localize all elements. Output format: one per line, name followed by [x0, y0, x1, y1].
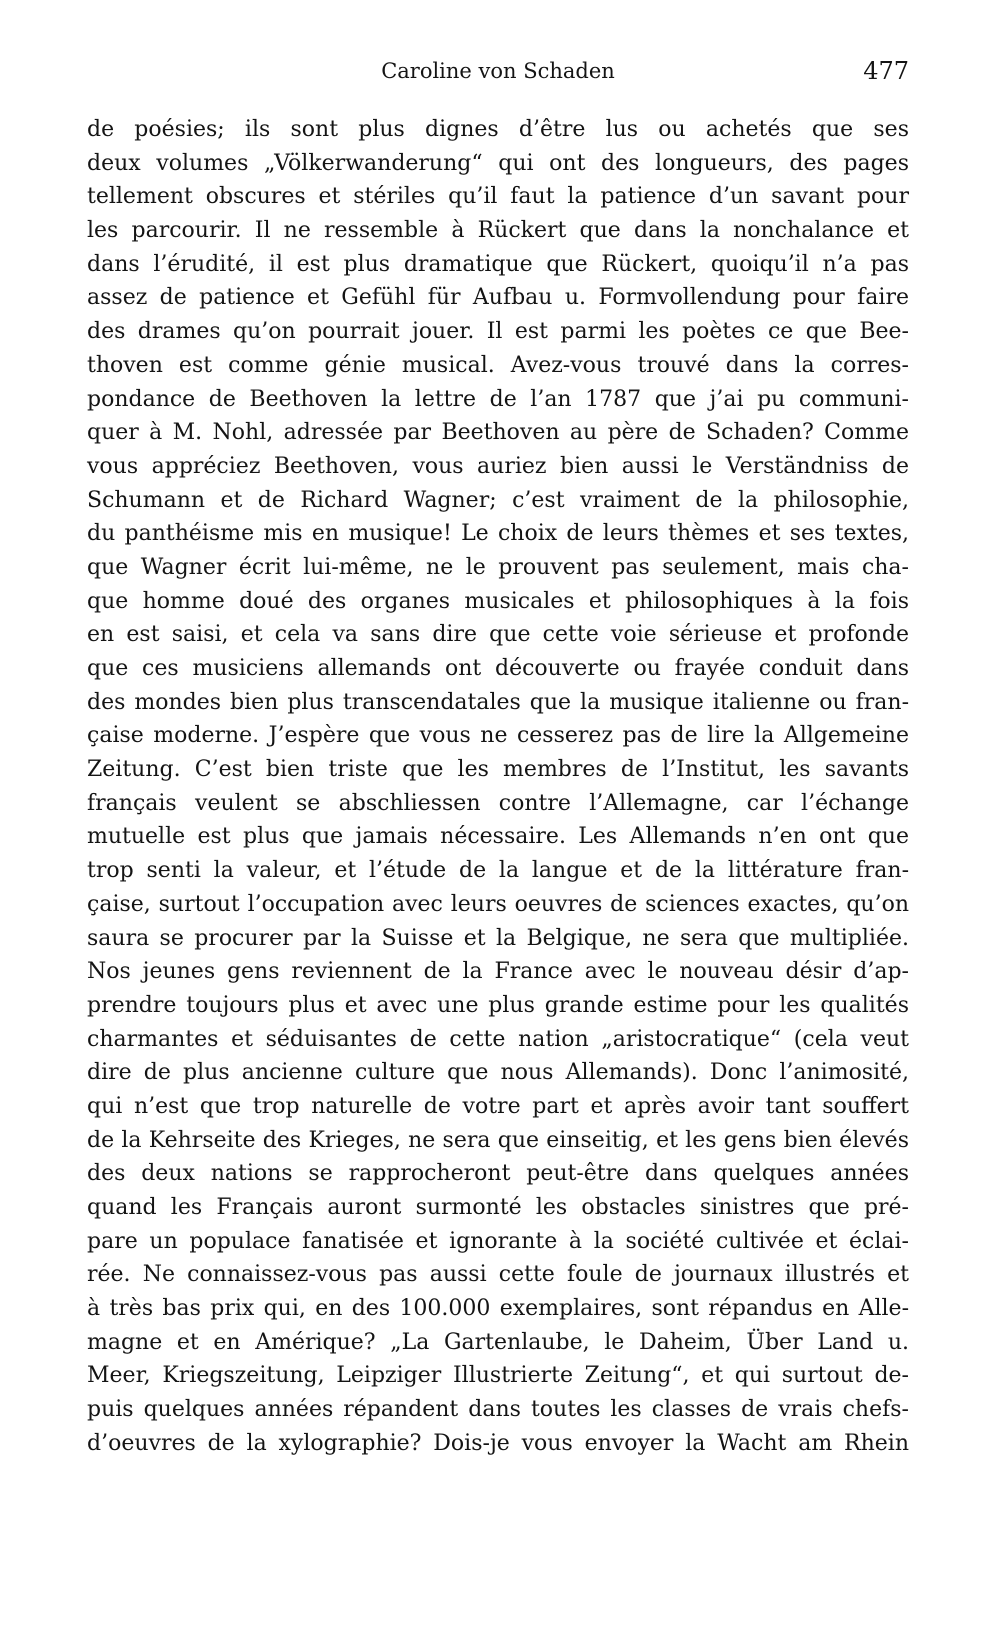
text-line-11: vous appréciez Beethoven, vous auriez bien aussi le Verständniss de	[87, 453, 909, 479]
text-line-23: trop senti la valeur, et l’étude de la langue et de la littérature fran-	[87, 858, 909, 884]
text-line-31: de la Kehrseite des Krieges, ne sera que einseitig, et les gens bien élevés	[87, 1127, 909, 1153]
text-line-5: dans l’érudité, il est plus dramatique que Rückert, quoiqu’il n’a pas	[87, 251, 909, 277]
text-line-38: Meer, Kriegszeitung, Leipziger Illustrierte Zeitung“, et qui surtout de-	[87, 1363, 909, 1389]
text-line-4: les parcourir. Il ne ressemble à Rückert que dans la nonchalance et	[87, 218, 909, 244]
page-number: 477	[863, 57, 909, 85]
text-line-28: charmantes et séduisantes de cette nation „aristocratique“ (cela veut	[87, 1026, 909, 1052]
running-title: Caroline von Schaden	[381, 59, 615, 83]
text-line-27: prendre toujours plus et avec une plus grande estime pour les qualités	[87, 992, 909, 1018]
text-line-20: Zeitung. C’est bien triste que les membres de l’Institut, les savants	[87, 757, 909, 783]
text-line-40: d’oeuvres de la xylographie? Dois-je vous envoyer la Wacht am Rhein	[87, 1430, 909, 1456]
running-head	[87, 54, 909, 88]
text-line-34: pare un populace fanatisée et ignorante à la société cultivée et éclai-	[87, 1228, 909, 1254]
text-line-15: que homme doué des organes musicales et philosophiques à la fois	[87, 588, 909, 614]
text-line-8: thoven est comme génie musical. Avez-vous trouvé dans la corres-	[87, 352, 909, 378]
text-line-36: à très bas prix qui, en des 100.000 exemplaires, sont répandus en Alle-	[87, 1296, 909, 1322]
text-line-33: quand les Français auront surmonté les obstacles sinistres que pré-	[87, 1195, 909, 1220]
text-line-29: dire de plus ancienne culture que nous Allemands). Donc l’animosité,	[87, 1060, 909, 1086]
text-line-18: des mondes bien plus transcendatales que la musique italienne ou fran-	[87, 689, 909, 715]
text-line-26: Nos jeunes gens reviennent de la France avec le nouveau désir d’ap-	[87, 959, 909, 985]
text-line-3: tellement obscures et stériles qu’il faut la patience d’un savant pour	[87, 184, 909, 210]
text-line-37: magne et en Amérique? „La Gartenlaube, le Daheim, Über Land u.	[87, 1329, 909, 1355]
text-line-16: en est saisi, et cela va sans dire que cette voie sérieuse et profonde	[87, 622, 909, 648]
text-line-30: qui n’est que trop naturelle de votre part et après avoir tant souffert	[87, 1093, 909, 1119]
text-line-9: pondance de Beethoven la lettre de l’an 1787 que j’ai pu communi-	[87, 386, 909, 412]
text-line-6: assez de patience et Gefühl für Aufbau u. Formvollendung pour faire	[87, 285, 909, 311]
text-line-21: français veulent se abschliessen contre l’Allemagne, car l’échange	[87, 790, 909, 816]
text-line-19: çaise moderne. J’espère que vous ne cesserez pas de lire la Allgemeine	[87, 723, 909, 749]
text-line-1: de poésies; ils sont plus dignes d’être lus ou achetés que ses	[87, 117, 909, 142]
text-line-2: deux volumes „Völkerwanderung“ qui ont des longueurs, des pages	[87, 150, 909, 176]
text-line-13: du panthéisme mis en musique! Le choix de leurs thèmes et ses textes,	[87, 521, 909, 547]
text-line-17: que ces musiciens allemands ont découverte ou frayée conduit dans	[87, 656, 909, 681]
text-line-7: des drames qu’on pourrait jouer. Il est parmi les poètes ce que Bee-	[87, 319, 909, 345]
text-line-14: que Wagner écrit lui-même, ne le prouvent pas seulement, mais cha-	[87, 554, 909, 580]
text-line-25: saura se procurer par la Suisse et la Belgique, ne sera que multipliée.	[87, 925, 909, 951]
body-text	[87, 113, 909, 1461]
text-line-10: quer à M. Nohl, adressée par Beethoven au père de Schaden? Comme	[87, 420, 909, 446]
text-line-22: mutuelle est plus que jamais nécessaire. Les Allemands n’en ont que	[87, 824, 909, 850]
text-line-32: des deux nations se rapprocheront peut-être dans quelques années	[87, 1161, 909, 1187]
text-line-39: puis quelques années répandent dans toutes les classes de vrais chefs-	[87, 1397, 909, 1423]
text-line-35: rée. Ne connaissez-vous pas aussi cette foule de journaux illustrés et	[87, 1262, 909, 1288]
text-line-24: çaise, surtout l’occupation avec leurs oeuvres de sciences exactes, qu’on	[87, 891, 909, 917]
text-line-12: Schumann et de Richard Wagner; c’est vraiment de la philosophie,	[87, 487, 909, 513]
